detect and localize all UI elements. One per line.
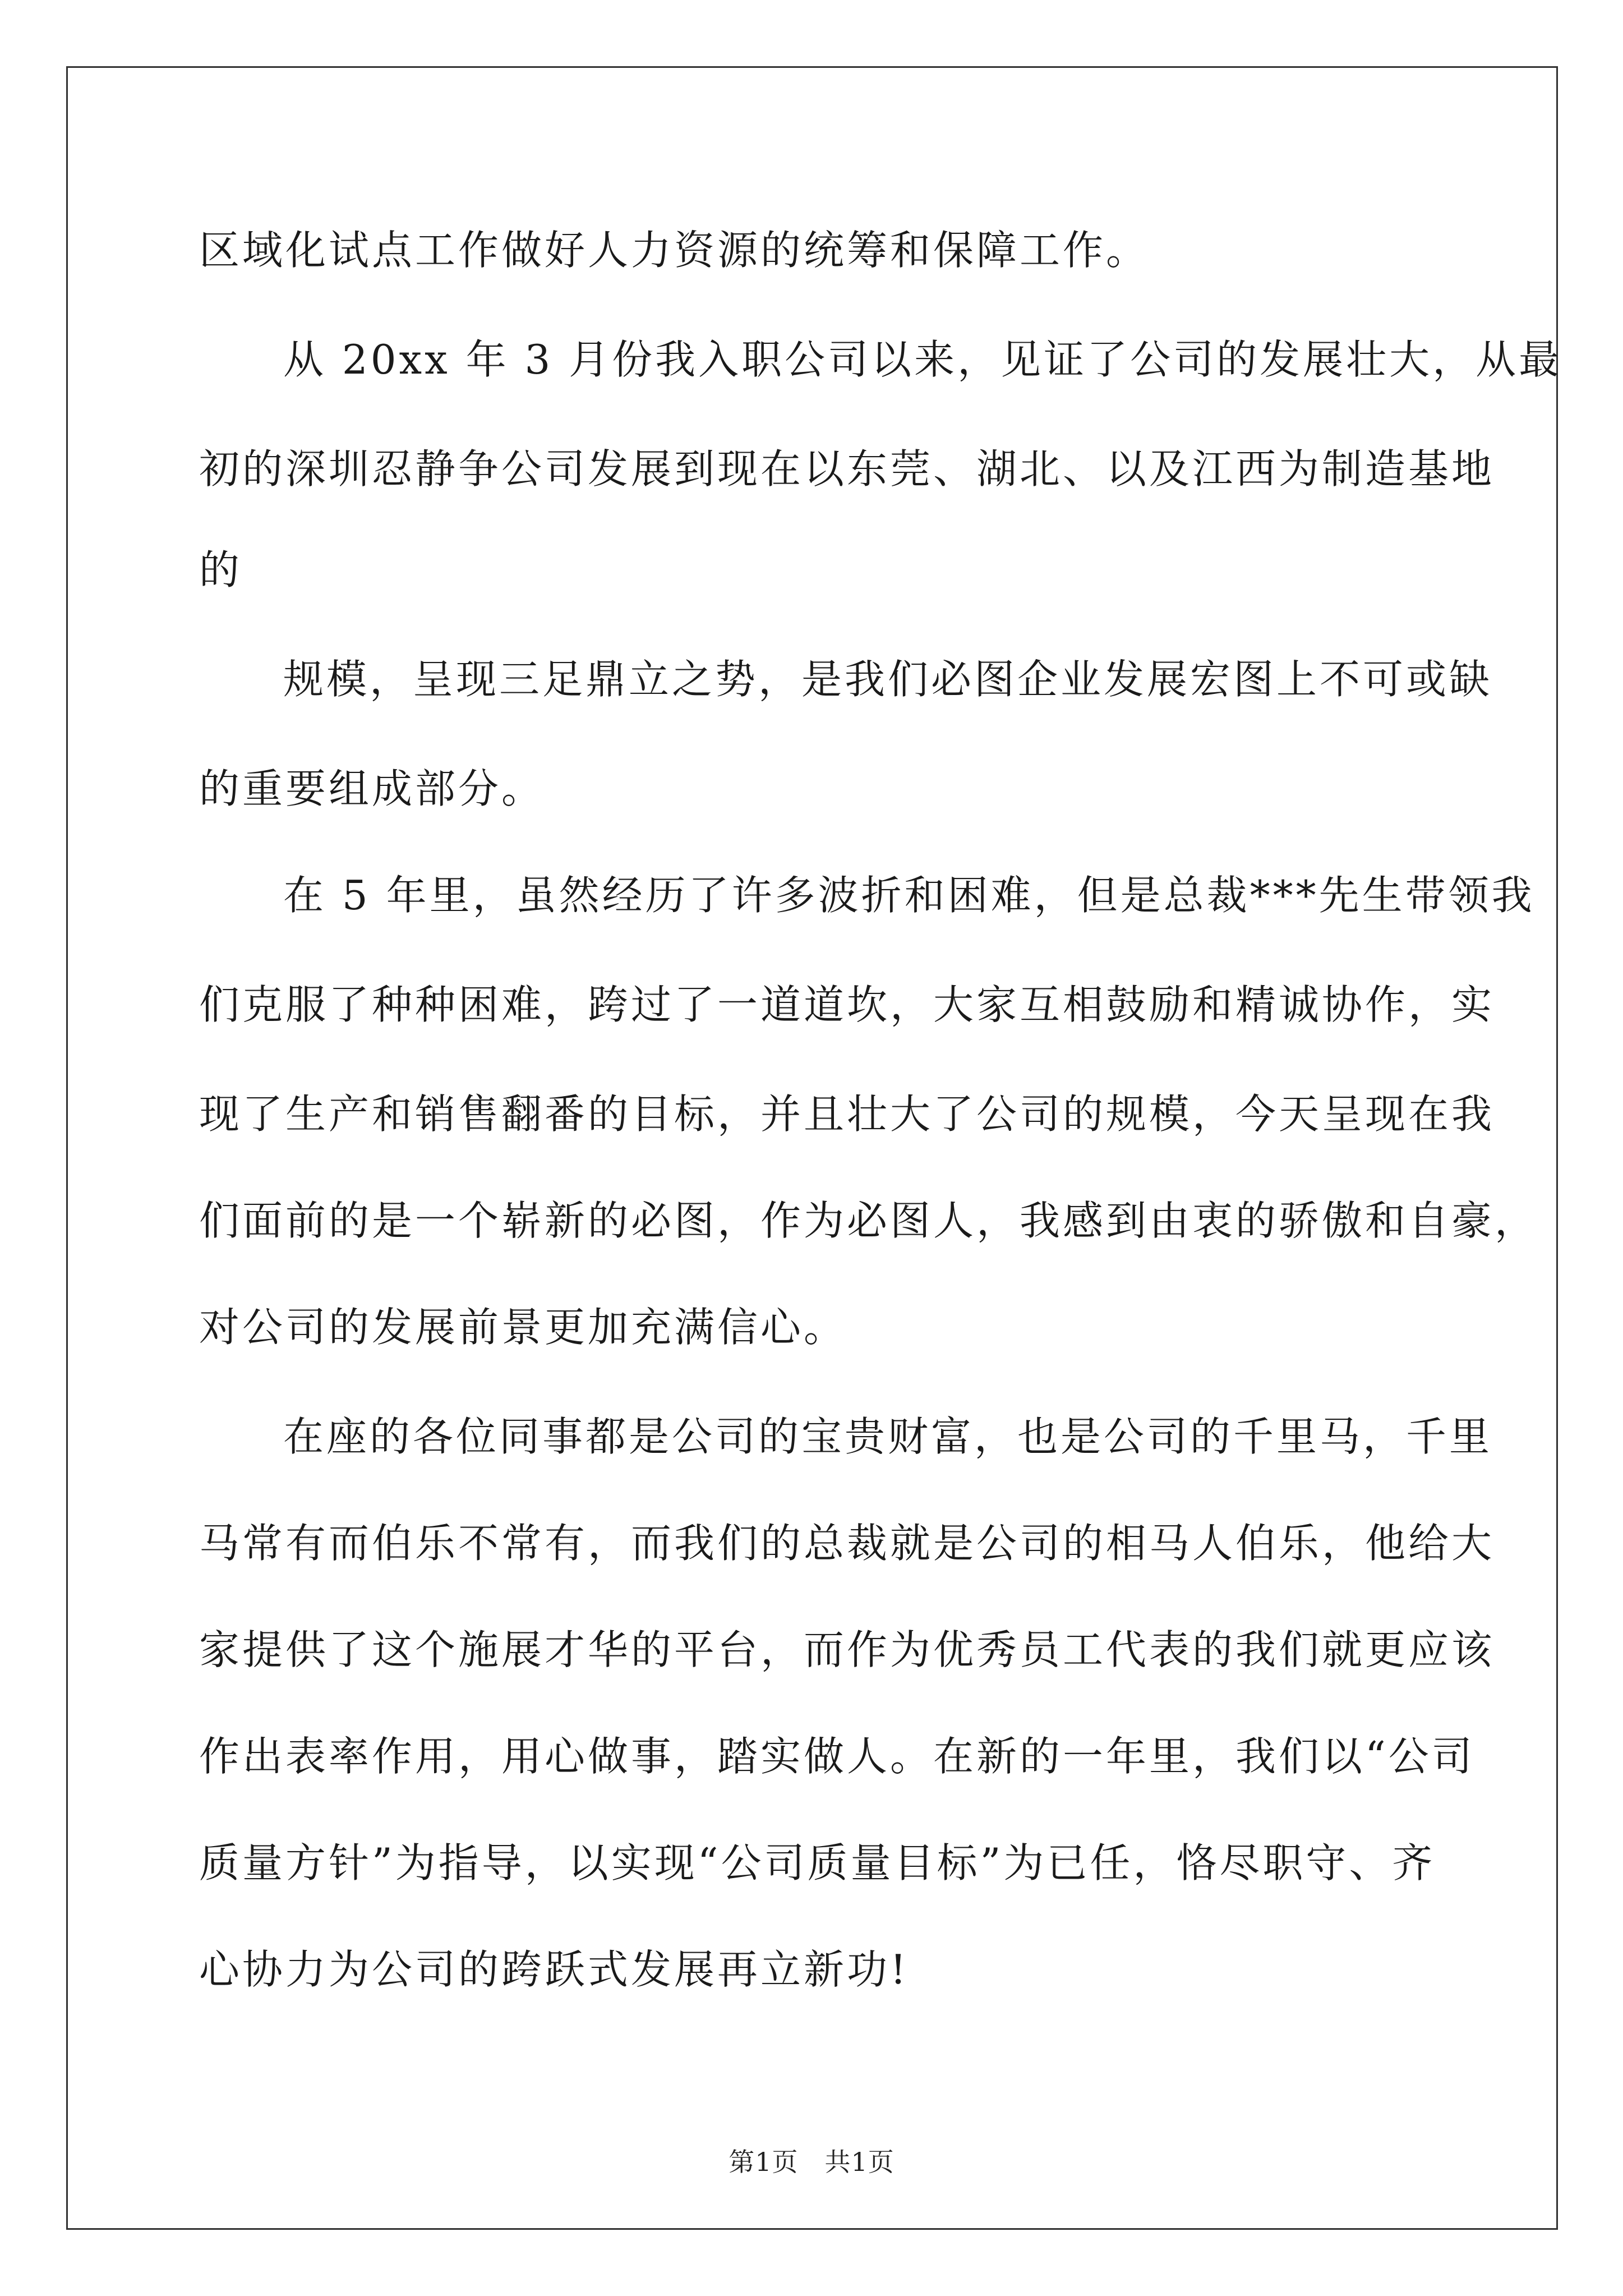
page-border <box>66 66 1558 2230</box>
text-line: 质量方针”为指导，以实现“公司质量目标”为已任，恪尽职守、齐 <box>199 1839 1436 1887</box>
text-line: 们克服了种种困难，跨过了一道道坎，大家互相鼓励和精诚协作，实 <box>199 981 1495 1028</box>
text-line: 初的深圳忍静争公司发展到现在以东莞、湖北、以及江西为制造基地 <box>199 445 1495 493</box>
text-line: 马常有而伯乐不常有，而我们的总裁就是公司的相马人伯乐，他给大 <box>199 1520 1495 1567</box>
text-line: 区域化试点工作做好人力资源的统筹和保障工作。 <box>199 227 1150 274</box>
text-line: 作出表率作用，用心做事，踏实做人。在新的一年里，我们以“公司 <box>199 1733 1475 1780</box>
text-line: 们面前的是一个崭新的必图，作为必图人，我感到由衷的骄傲和自豪， <box>199 1197 1538 1244</box>
text-line: 对公司的发展前景更加充满信心。 <box>199 1304 847 1351</box>
page-footer <box>0 2142 1623 2179</box>
text-line: 现了生产和销售翻番的目标，并且壮大了公司的规模，今天呈现在我 <box>199 1091 1495 1138</box>
text-line: 规模，呈现三足鼎立之势，是我们必图企业发展宏图上不可或缺 <box>283 656 1493 703</box>
page-total: 共1页 <box>824 2147 895 2177</box>
text-line: 的 <box>199 546 243 593</box>
text-line: 的重要组成部分。 <box>199 765 545 812</box>
text-line: 在 5 年里，虽然经历了许多波折和困难，但是总裁***先生带领我 <box>283 872 1535 919</box>
text-line: 家提供了这个施展才华的平台，而作为优秀员工代表的我们就更应该 <box>199 1626 1495 1673</box>
text-line: 在座的各位同事都是公司的宝贵财富，也是公司的千里马，千里 <box>283 1413 1493 1460</box>
text-line: 从 20xx 年 3 月份我入职公司以来，见证了公司的发展壮大，从最 <box>283 336 1562 383</box>
page-number: 第1页 <box>728 2147 799 2177</box>
text-line: 心协力为公司的跨跃式发展再立新功! <box>199 1946 909 1993</box>
